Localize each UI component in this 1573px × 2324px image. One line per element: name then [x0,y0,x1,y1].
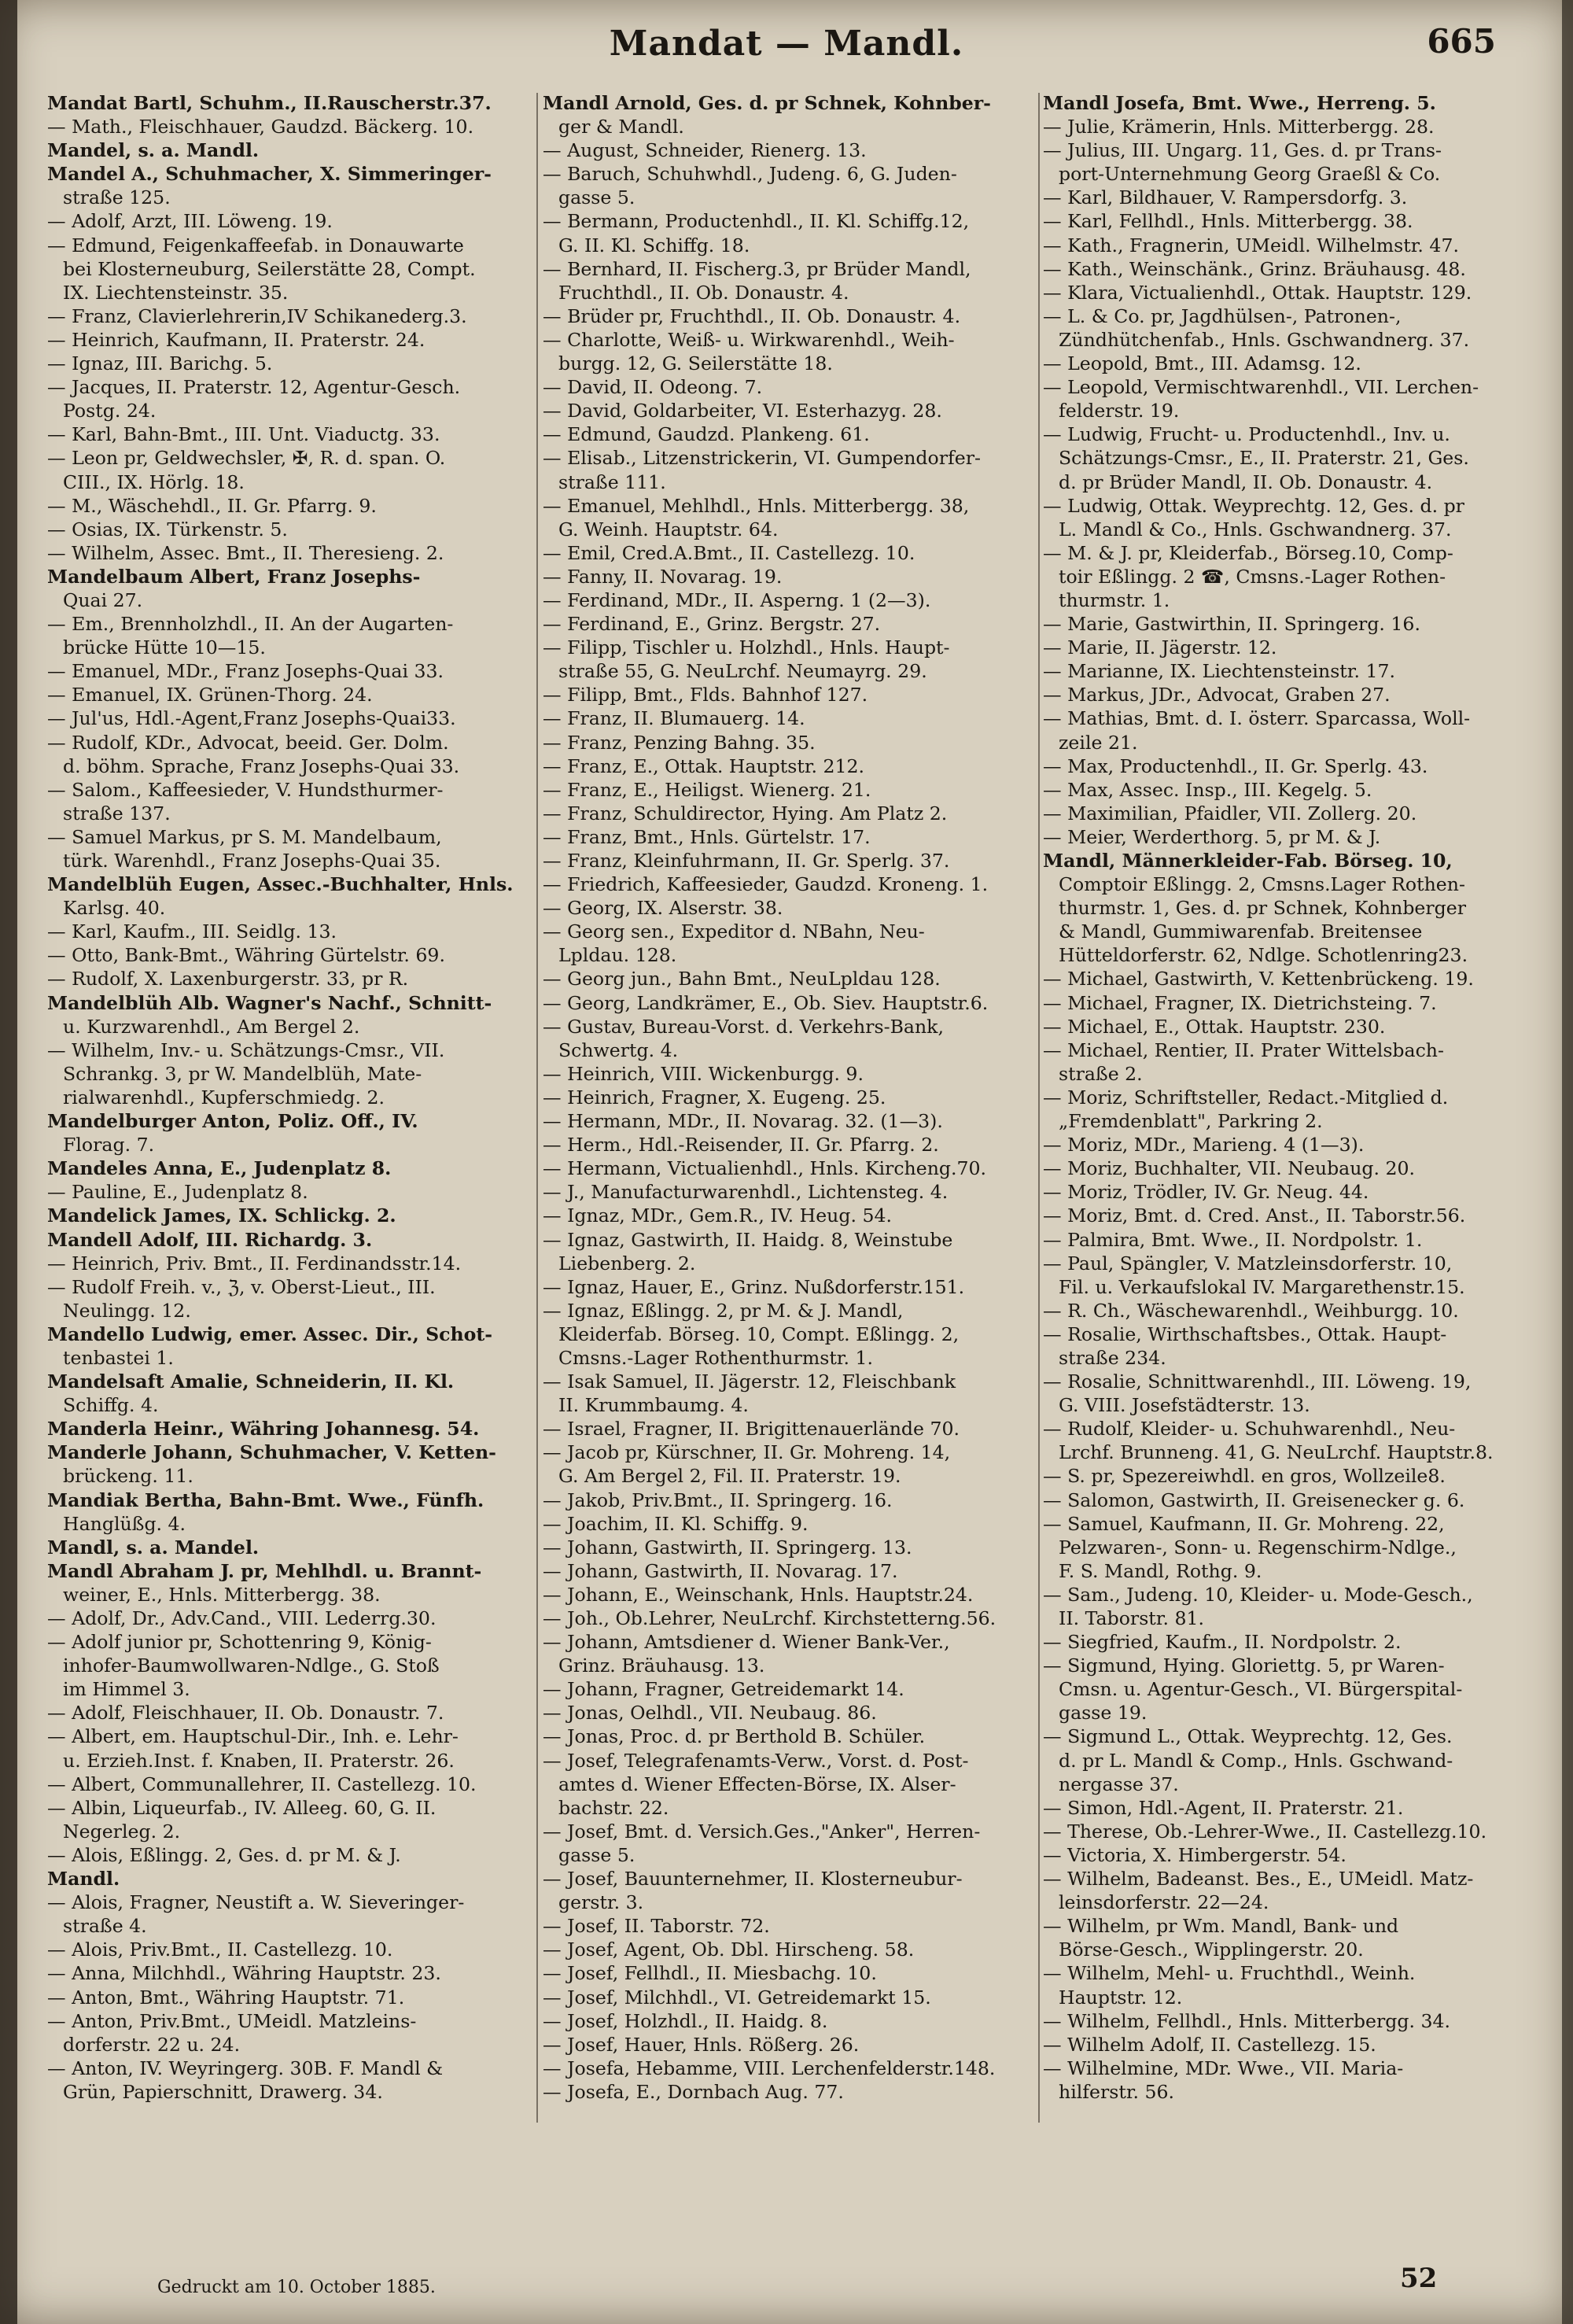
directory-line: G. II. Kl. Schiffg. 18. [558,234,750,256]
directory-line: — Michael, Gastwirth, V. Kettenbrückeng. 19. [1043,968,1474,990]
directory-line: d. pr L. Mandl & Comp., Hnls. Gschwand- [1059,1749,1453,1772]
directory-line: — Samuel, Kaufmann, II. Gr. Mohreng. 22, [1043,1512,1445,1535]
page-edge-left [0,0,17,2324]
directory-line: — Osias, IX. Türkenstr. 5. [47,518,288,540]
directory-line: — Jacques, II. Praterstr. 12, Agentur-Gesch. [47,376,461,399]
directory-line: — Brüder pr, Fruchthdl., II. Ob. Donaustr. 4. [543,304,961,327]
directory-line: — Jakob, Priv.Bmt., II. Springerg. 16. [543,1488,893,1511]
directory-line: Quai 27. [63,588,143,611]
directory-line: — Wilhelm, Badeanst. Bes., E., UMeidl. Matz- [1043,1868,1474,1891]
directory-line: — Georg sen., Expeditor d. NBahn, Neu- [543,920,925,943]
print-date: Gedruckt am 10. October 1885. [157,2278,436,2297]
directory-line: — Sigmund, Hying. Gloriettg. 5, pr Waren- [1043,1654,1445,1677]
directory-line: — Siegfried, Kaufm., II. Nordpolstr. 2. [1043,1631,1402,1654]
directory-line: — Franz, Penzing Bahng. 35. [543,731,816,754]
directory-line: zeile 21. [1059,731,1138,754]
directory-line: — Alois, Priv.Bmt., II. Castellezg. 10. [47,1939,393,1961]
directory-line: — Jonas, Oelhdl., VII. Neubaug. 86. [543,1702,877,1725]
directory-line: — Emanuel, IX. Grünen-Thorg. 24. [47,684,373,706]
directory-line: — Filipp, Bmt., Flds. Bahnhof 127. [543,684,868,706]
directory-line: Mandel, s. a. Mandl. [47,139,260,162]
directory-line: Cmsns.-Lager Rothenthurmstr. 1. [558,1346,873,1369]
directory-line: — Marie, Gastwirthin, II. Springerg. 16. [1043,613,1420,636]
directory-line: — Georg jun., Bahn Bmt., NeuLpldau 128. [543,968,941,990]
directory-line: — Ignaz, Hauer, E., Grinz. Nußdorferstr.151. [543,1275,965,1298]
directory-line: — Wilhelm, Mehl- u. Fruchthdl., Weinh. [1043,1962,1416,1985]
directory-line: L. Mandl & Co., Hnls. Gschwandnerg. 37. [1059,518,1452,540]
directory-line: straße 137. [63,802,171,824]
directory-line: — Wilhelm Adolf, II. Castellezg. 15. [1043,2033,1376,2056]
directory-line: — Filipp, Tischler u. Holzhdl., Hnls. Haupt- [543,636,950,659]
directory-line: — Michael, Fragner, IX. Dietrichsteing. 7. [1043,991,1437,1014]
directory-line: — Ignaz, MDr., Gem.R., IV. Heug. 54. [543,1204,893,1227]
directory-line: — Anton, IV. Weyringerg. 30B. F. Mandl & [47,2057,444,2079]
directory-line: Mandl. [47,1868,120,1891]
directory-line: — M., Wäschehdl., II. Gr. Pfarrg. 9. [47,494,377,517]
directory-line: straße 125. [63,186,171,209]
directory-line: — Meier, Werderthorg. 5, pr M. & J. [1043,825,1381,848]
directory-line: — Emanuel, Mehlhdl., Hnls. Mitterbergg. 38, [543,494,970,517]
directory-line: Schätzungs-Cmsr., E., II. Praterstr. 21, Ges. [1059,447,1469,470]
directory-line: II. Taborstr. 81. [1059,1607,1204,1629]
directory-line: — Karl, Kaufm., III. Seidlg. 13. [47,920,337,943]
directory-line: — Heinrich, VIII. Wickenburgg. 9. [543,1062,864,1085]
directory-line: Mandelblüh Alb. Wagner's Nachf., Schnitt- [47,991,492,1014]
directory-line: — Albert, Communallehrer, II. Castellezg. 10. [47,1773,477,1795]
directory-line: — M. & J. pr, Kleiderfab., Börseg.10, Comp- [1043,541,1453,564]
directory-line: straße 111. [558,470,666,493]
directory-line: — Baruch, Schuhwhdl., Judeng. 6, G. Juden- [543,163,957,186]
directory-line: — Johann, Amtsdiener d. Wiener Bank-Ver., [543,1631,950,1654]
directory-line: — Leon pr, Geldwechsler, ✠, R. d. span. O. [47,447,446,470]
directory-line: Mandl Josefa, Bmt. Wwe., Herreng. 5. [1043,92,1436,114]
directory-line: — Jul'us, Hdl.-Agent,Franz Josephs-Quai33. [47,707,456,730]
directory-line: Manderla Heinr., Währing Johannesg. 54. [47,1418,480,1441]
directory-line: — Ludwig, Frucht- u. Productenhdl., Inv. u. [1043,423,1450,446]
directory-line: Mandel A., Schuhmacher, X. Simmeringer- [47,163,492,186]
directory-line: — Edmund, Feigenkaffeefab. in Donauwarte [47,234,464,256]
directory-line: — August, Schneider, Rienerg. 13. [543,139,867,162]
directory-line: — Rudolf, Kleider- u. Schuhwarenhdl., Neu- [1043,1418,1456,1441]
directory-line: — J., Manufacturwarenhdl., Lichtensteg. 4. [543,1181,949,1204]
directory-line: — Em., Brennholzhdl., II. An der Augarten- [47,613,454,636]
directory-line: Mandelick James, IX. Schlickg. 2. [47,1204,396,1227]
directory-line: & Mandl, Gummiwarenfab. Breitensee [1059,920,1423,943]
directory-line: — Isak Samuel, II. Jägerstr. 12, Fleischbank [543,1370,956,1393]
directory-line: Grinz. Bräuhausg. 13. [558,1654,765,1677]
directory-line: — Ferdinand, MDr., II. Asperng. 1 (2—3). [543,588,931,611]
directory-line: dorferstr. 22 u. 24. [63,2033,241,2056]
directory-line: gasse 19. [1059,1702,1148,1725]
directory-line: d. pr Brüder Mandl, II. Ob. Donaustr. 4. [1059,470,1433,493]
directory-line: nergasse 37. [1059,1773,1179,1795]
directory-line: Schwertg. 4. [558,1038,679,1061]
directory-line: — Joachim, II. Kl. Schiffg. 9. [543,1512,809,1535]
directory-line: — Franz, Kleinfuhrmann, II. Gr. Sperlg. 37. [543,850,950,872]
directory-line: — Pauline, E., Judenplatz 8. [47,1181,308,1204]
column-2 [543,91,1040,2104]
directory-line: Börse-Gesch., Wipplingerstr. 20. [1059,1939,1364,1961]
directory-line: — Johann, Fragner, Getreidemarkt 14. [543,1678,904,1701]
directory-line: — Rosalie, Wirthschaftsbes., Ottak. Haupt- [1043,1322,1447,1345]
directory-line: — Bernhard, II. Fischerg.3, pr Brüder Mandl, [543,257,971,280]
directory-line: — Maximilian, Pfaidler, VII. Zollerg. 20. [1043,802,1417,824]
directory-line: — Emil, Cred.A.Bmt., II. Castellezg. 10. [543,541,915,564]
directory-line: Karlsg. 40. [63,897,166,920]
directory-line: — Leopold, Bmt., III. Adamsg. 12. [1043,352,1361,375]
directory-line: Mandelburger Anton, Poliz. Off., IV. [47,1110,418,1133]
directory-line: — Gustav, Bureau-Vorst. d. Verkehrs-Bank, [543,1015,944,1038]
directory-line: — Israel, Fragner, II. Brigittenauerlände 70. [543,1418,960,1441]
directory-line: Mandl Arnold, Ges. d. pr Schnek, Kohnber- [543,92,991,114]
directory-line: Zündhütchenfab., Hnls. Gschwandnerg. 37. [1059,328,1470,351]
directory-line: — Josef, Holzhdl., II. Haidg. 8. [543,2009,828,2032]
directory-line: — Rudolf, KDr., Advocat, beeid. Ger. Dolm. [47,731,449,754]
directory-line: Mandl, Männerkleider-Fab. Börseg. 10, [1043,850,1453,872]
page-edge-right [1562,0,1573,2324]
directory-line: Comptoir Eßlingg. 2, Cmsns.Lager Rothen- [1059,873,1465,896]
directory-line: — Ignaz, Gastwirth, II. Haidg. 8, Weinstube [543,1228,953,1251]
directory-line: straße 4. [63,1915,147,1938]
directory-line: ger & Mandl. [558,116,684,138]
directory-line: — Markus, JDr., Advocat, Graben 27. [1043,684,1391,706]
directory-line: straße 234. [1059,1346,1166,1369]
directory-line: — David, Goldarbeiter, VI. Esterhazyg. 28. [543,400,942,422]
directory-line: — Bermann, Productenhdl., II. Kl. Schiffg.12, [543,210,970,233]
directory-line: — Josef, Bauunternehmer, II. Klosterneubur- [543,1868,963,1891]
directory-line: CIII., IX. Hörlg. 18. [63,470,245,493]
directory-line: — Herm., Hdl.-Reisender, II. Gr. Pfarrg. 2. [543,1134,939,1156]
directory-line: — Josef, Agent, Ob. Dbl. Hirscheng. 58. [543,1939,915,1961]
directory-line: Mandell Adolf, III. Richardg. 3. [47,1228,373,1251]
directory-line: — Moriz, Trödler, IV. Gr. Neug. 44. [1043,1181,1369,1204]
directory-line: brückeng. 11. [63,1465,193,1488]
directory-line: — S. pr, Spezereiwhdl. en gros, Wollzeile8. [1043,1465,1446,1488]
directory-line: — Karl, Bildhauer, V. Rampersdorfg. 3. [1043,186,1408,209]
directory-line: — Franz, Schuldirector, Hying. Am Platz 2. [543,802,948,824]
directory-line: leinsdorferstr. 22—24. [1059,1891,1269,1914]
directory-line: — Josef, II. Taborstr. 72. [543,1915,770,1938]
directory-line: IX. Liechtensteinstr. 35. [63,281,289,304]
directory-line: thurmstr. 1, Ges. d. pr Schnek, Kohnberger [1059,897,1467,920]
directory-line: — Rudolf, X. Laxenburgerstr. 33, pr R. [47,968,409,990]
directory-line: Mandl Abraham J. pr, Mehlhdl. u. Brannt- [47,1559,482,1582]
directory-line: — Adolf, Fleischhauer, II. Ob. Donaustr. 7. [47,1702,444,1725]
directory-line: — Josef, Milchhdl., VI. Getreidemarkt 15. [543,1986,931,2009]
directory-line: — Adolf, Dr., Adv.Cand., VIII. Lederrg.30. [47,1607,437,1629]
directory-line: Florag. 7. [63,1134,155,1156]
directory-line: — Salomon, Gastwirth, II. Greisenecker g. 6. [1043,1488,1465,1511]
directory-line: — Max, Productenhdl., II. Gr. Sperlg. 43. [1043,754,1428,777]
directory-line: — Karl, Fellhdl., Hnls. Mitterbergg. 38. [1043,210,1413,233]
directory-line: — Adolf, Arzt, III. Löweng. 19. [47,210,333,233]
directory-line: II. Krummbaumg. 4. [558,1394,749,1417]
directory-line: u. Erzieh.Inst. f. Knaben, II. Praterstr. 26. [63,1749,455,1772]
directory-line: — Marie, II. Jägerstr. 12. [1043,636,1277,659]
directory-line: — Ignaz, III. Barichg. 5. [47,352,273,375]
directory-line: burgg. 12, G. Seilerstätte 18. [558,352,833,375]
directory-line: — Paul, Spängler, V. Matzleinsdorferstr. 10, [1043,1252,1453,1275]
directory-line: — Albert, em. Hauptschul-Dir., Inh. e. Lehr- [47,1725,459,1748]
directory-line: Mandelblüh Eugen, Assec.-Buchhalter, Hnls. [47,873,514,896]
directory-line: Pelzwaren-, Sonn- u. Regenschirm-Ndlge., [1059,1536,1457,1559]
directory-line: u. Kurzwarenhdl., Am Bergel 2. [63,1015,360,1038]
directory-line: — Johann, E., Weinschank, Hnls. Hauptstr.24. [543,1583,974,1606]
column-3 [1043,91,1537,2104]
directory-line: Mandelbaum Albert, Franz Josephs- [47,565,421,588]
directory-line: G. Weinh. Hauptstr. 64. [558,518,779,540]
directory-line: — Klara, Victualienhdl., Ottak. Hauptstr. 129. [1043,281,1472,304]
directory-line: — Friedrich, Kaffeesieder, Gaudzd. Kroneng. 1. [543,873,989,896]
directory-line: Lrchf. Brunneng. 41, G. NeuLrchf. Hauptstr.8. [1059,1441,1494,1464]
directory-line: türk. Warenhdl., Franz Josephs-Quai 35. [63,850,441,872]
page-number: 665 [1427,22,1496,61]
directory-line: — Heinrich, Priv. Bmt., II. Ferdinandsstr.14. [47,1252,462,1275]
directory-line: — Julius, III. Ungarg. 11, Ges. d. pr Trans- [1043,139,1442,162]
directory-line: Mandello Ludwig, emer. Assec. Dir., Schot- [47,1322,493,1345]
directory-line: — Wilhelm, pr Wm. Mandl, Bank- und [1043,1915,1399,1938]
directory-line: — Franz, Clavierlehrerin,IV Schikanederg.3. [47,304,467,327]
directory-line: gerstr. 3. [558,1891,644,1914]
directory-line: — Michael, Rentier, II. Prater Wittelsbach- [1043,1038,1444,1061]
directory-line: Lpldau. 128. [558,944,677,967]
directory-line: Negerleg. 2. [63,1820,181,1843]
directory-line: felderstr. 19. [1059,400,1180,422]
directory-line: „Fremdenblatt", Parkring 2. [1059,1110,1323,1133]
directory-line: — Jacob pr, Kürschner, II. Gr. Mohreng. 14, [543,1441,951,1464]
directory-line: — Heinrich, Fragner, X. Eugeng. 25. [543,1086,886,1109]
directory-line: — Josef, Telegrafenamts-Verw., Vorst. d. Post- [543,1749,969,1772]
directory-line: — Josefa, E., Dornbach Aug. 77. [543,2080,844,2103]
directory-line: — Hermann, Victualienhdl., Hnls. Kircheng.70. [543,1157,987,1180]
directory-line: — Franz, E., Heiligst. Wienerg. 21. [543,778,871,801]
directory-line: — L. & Co. pr, Jagdhülsen-, Patronen-, [1043,304,1402,327]
directory-line: bei Klosterneuburg, Seilerstätte 28, Compt. [63,257,476,280]
directory-line: Hanglüßg. 4. [63,1512,186,1535]
directory-line: Liebenberg. 2. [558,1252,696,1275]
directory-line: — Anton, Bmt., Währing Hauptstr. 71. [47,1986,405,2009]
directory-line: — Julie, Krämerin, Hnls. Mitterbergg. 28. [1043,116,1435,138]
directory-line: thurmstr. 1. [1059,588,1170,611]
directory-line: — Alois, Eßlingg. 2, Ges. d. pr M. & J. [47,1843,401,1866]
directory-line: — Ferdinand, E., Grinz. Bergstr. 27. [543,613,881,636]
directory-line: — Joh., Ob.Lehrer, NeuLrchf. Kirchstetterng.56. [543,1607,996,1629]
directory-line: — Ludwig, Ottak. Weyprechtg. 12, Ges. d. pr [1043,494,1464,517]
directory-line: — Franz, II. Blumauerg. 14. [543,707,805,730]
directory-line: — Sigmund L., Ottak. Weyprechtg. 12, Ges. [1043,1725,1453,1748]
directory-line: — Moriz, Bmt. d. Cred. Anst., II. Taborstr.56. [1043,1204,1466,1227]
directory-line: — Johann, Gastwirth, II. Springerg. 13. [543,1536,912,1559]
directory-line: tenbastei 1. [63,1346,174,1369]
directory-line: Grün, Papierschnitt, Drawerg. 34. [63,2080,383,2103]
directory-line: — Josef, Fellhdl., II. Miesbachg. 10. [543,1962,877,1985]
directory-line: — Charlotte, Weiß- u. Wirkwarenhdl., Weih- [543,328,955,351]
directory-line: — Georg, Landkrämer, E., Ob. Siev. Hauptstr.6. [543,991,989,1014]
directory-line: — Georg, IX. Alserstr. 38. [543,897,783,920]
directory-line: Mandiak Bertha, Bahn-Bmt. Wwe., Fünfh. [47,1488,484,1511]
directory-line: — Franz, E., Ottak. Hauptstr. 212. [543,754,865,777]
page-header [0,16,1573,71]
directory-line: — Jonas, Proc. d. pr Berthold B. Schüler. [543,1725,926,1748]
directory-line: F. S. Mandl, Rothg. 9. [1059,1559,1262,1582]
directory-line: Fil. u. Verkaufslokal IV. Margarethenstr.15. [1059,1275,1465,1298]
directory-line: — Wilhelm, Inv.- u. Schätzungs-Cmsr., VII. [47,1038,445,1061]
directory-line: — Simon, Hdl.-Agent, II. Praterstr. 21. [1043,1796,1404,1819]
directory-line: — Hermann, MDr., II. Novarag. 32. (1—3). [543,1110,943,1133]
directory-line: — Josefa, Hebamme, VIII. Lerchenfelderstr.148. [543,2057,996,2079]
directory-line: — Rosalie, Schnittwarenhdl., III. Löweng. 19, [1043,1370,1472,1393]
directory-line: — Kath., Fragnerin, UMeidl. Wilhelmstr. 47. [1043,234,1459,256]
directory-line: Hütteldorferstr. 62, Ndlge. Schotlenring23. [1059,944,1468,967]
directory-line: — Rudolf Freih. v., ℨ, v. Oberst-Lieut., III. [47,1275,436,1298]
directory-line: Mandl, s. a. Mandel. [47,1536,260,1559]
directory-line: — Anna, Milchhdl., Währing Hauptstr. 23. [47,1962,441,1985]
directory-line: — Karl, Bahn-Bmt., III. Unt. Viaductg. 33. [47,423,440,446]
directory-line: — Therese, Ob.-Lehrer-Wwe., II. Castellezg.10. [1043,1820,1487,1843]
directory-line: — Fanny, II. Novarag. 19. [543,565,783,588]
directory-line: — Albin, Liqueurfab., IV. Alleeg. 60, G. II. [47,1796,437,1819]
directory-line: — Max, Assec. Insp., III. Kegelg. 5. [1043,778,1372,801]
directory-line: — Victoria, X. Himbergerstr. 54. [1043,1843,1346,1866]
directory-line: — Heinrich, Kaufmann, II. Praterstr. 24. [47,328,425,351]
directory-line: Postg. 24. [63,400,157,422]
directory-line: — Michael, E., Ottak. Hauptstr. 230. [1043,1015,1386,1038]
directory-line: — R. Ch., Wäschewarenhdl., Weihburgg. 10. [1043,1299,1459,1322]
directory-line: — Wilhelm, Assec. Bmt., II. Theresieng. 2. [47,541,444,564]
directory-line: Manderle Johann, Schuhmacher, V. Ketten- [47,1441,496,1464]
directory-line: — Johann, Gastwirth, II. Novarag. 17. [543,1559,898,1582]
directory-line: — Emanuel, MDr., Franz Josephs-Quai 33. [47,660,444,683]
directory-line: — Palmira, Bmt. Wwe., II. Nordpolstr. 1. [1043,1228,1423,1251]
directory-line: Neulingg. 12. [63,1299,191,1322]
directory-line: bachstr. 22. [558,1796,669,1819]
directory-line: — Moriz, Schriftsteller, Redact.-Mitglied d. [1043,1086,1449,1109]
sheet-number: 52 [1400,2263,1438,2294]
directory-line: — Anton, Priv.Bmt., UMeidl. Matzleins- [47,2009,417,2032]
directory-line: straße 2. [1059,1062,1143,1085]
directory-line: Cmsn. u. Agentur-Gesch., VI. Bürgerspital- [1059,1678,1463,1701]
directory-line: Fruchthdl., II. Ob. Donaustr. 4. [558,281,849,304]
directory-line: — Wilhelm, Fellhdl., Hnls. Mitterbergg. 34. [1043,2009,1450,2032]
directory-line: — Kath., Weinschänk., Grinz. Bräuhausg. 48. [1043,257,1466,280]
directory-line: — Wilhelmine, MDr. Wwe., VII. Maria- [1043,2057,1404,2079]
page-title: Mandat — Mandl. [609,24,964,64]
directory-line: im Himmel 3. [63,1678,190,1701]
directory-line: gasse 5. [558,1843,635,1866]
directory-line: Schrankg. 3, pr W. Mandelblüh, Mate- [63,1062,422,1085]
directory-line: Schiffg. 4. [63,1394,159,1417]
directory-line: — Adolf junior pr, Schottenring 9, König- [47,1631,432,1654]
directory-line: — Math., Fleischhauer, Gaudzd. Bäckerg. 10. [47,116,474,138]
directory-line: d. böhm. Sprache, Franz Josephs-Quai 33. [63,754,460,777]
directory-line: — Moriz, Buchhalter, VII. Neubaug. 20. [1043,1157,1416,1180]
directory-line: — Sam., Judeng. 10, Kleider- u. Mode-Gesch., [1043,1583,1473,1606]
directory-line: straße 55, G. NeuLrchf. Neumayrg. 29. [558,660,927,683]
directory-line: — Edmund, Gaudzd. Plankeng. 61. [543,423,870,446]
directory-line: — Leopold, Vermischtwarenhdl., VII. Lerchen- [1043,376,1479,399]
directory-line: G. Am Bergel 2, Fil. II. Praterstr. 19. [558,1465,901,1488]
directory-line: — David, II. Odeong. 7. [543,376,763,399]
directory-line: — Josef, Hauer, Hnls. Rößerg. 26. [543,2033,860,2056]
directory-line: — Otto, Bank-Bmt., Währing Gürtelstr. 69. [47,944,445,967]
directory-line: Hauptstr. 12. [1059,1986,1183,2009]
directory-line: — Marianne, IX. Liechtensteinstr. 17. [1043,660,1395,683]
directory-line: amtes d. Wiener Effecten-Börse, IX. Alser- [558,1773,956,1795]
directory-line: — Mathias, Bmt. d. I. österr. Sparcassa, Woll- [1043,707,1471,730]
directory-line: Mandeles Anna, E., Judenplatz 8. [47,1157,392,1180]
directory-line: gasse 5. [558,186,635,209]
directory-line: toir Eßlingg. 2 ☎, Cmsns.-Lager Rothen- [1059,565,1446,588]
directory-line: — Ignaz, Eßlingg. 2, pr M. & J. Mandl, [543,1299,904,1322]
directory-line: rialwarenhdl., Kupferschmiedg. 2. [63,1086,385,1109]
column-1 [47,91,551,2104]
directory-line: Mandat Bartl, Schuhm., II.Rauscherstr.37. [47,92,492,114]
directory-line: — Moriz, MDr., Marieng. 4 (1—3). [1043,1134,1365,1156]
directory-line: port-Unternehmung Georg Graeßl & Co. [1059,163,1441,186]
directory-line: — Elisab., Litzenstrickerin, VI. Gumpendorfer- [543,447,981,470]
directory-line: inhofer-Baumwollwaren-Ndlge., G. Stoß [63,1654,440,1677]
directory-line: — Josef, Bmt. d. Versich.Ges.,"Anker", Herren- [543,1820,981,1843]
directory-line: Mandelsaft Amalie, Schneiderin, II. Kl. [47,1370,455,1393]
directory-line: brücke Hütte 10—15. [63,636,266,659]
directory-line: — Samuel Markus, pr S. M. Mandelbaum, [47,825,442,848]
directory-line: — Alois, Fragner, Neustift a. W. Sieveringer- [47,1891,465,1914]
directory-line: hilferstr. 56. [1059,2080,1175,2103]
directory-line: Kleiderfab. Börseg. 10, Compt. Eßlingg. 2, [558,1322,960,1345]
directory-line: — Franz, Bmt., Hnls. Gürtelstr. 17. [543,825,871,848]
directory-line: weiner, E., Hnls. Mitterbergg. 38. [63,1583,381,1606]
directory-line: G. VIII. Josefstädterstr. 13. [1059,1394,1310,1417]
directory-line: — Salom., Kaffeesieder, V. Hundsthurmer- [47,778,444,801]
